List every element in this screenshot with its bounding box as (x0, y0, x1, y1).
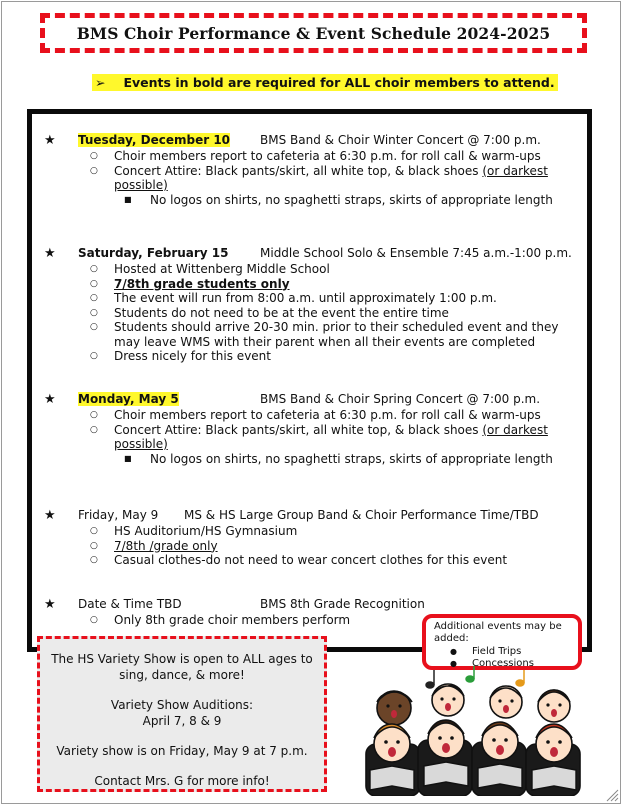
list-item: ● Concessions (434, 658, 570, 670)
list-item: ○ 7/8th /grade only (44, 539, 584, 554)
star-icon: ★ (44, 508, 56, 523)
variety-audition-dates: April 7, 8 & 9 (142, 714, 222, 728)
list-item: ○ The event will run from 8:00 a.m. until approximately 1:00 p.m. (44, 291, 584, 306)
event-description: BMS Band & Choir Winter Concert @ 7:00 p.m. (260, 133, 541, 147)
variety-contact: Contact Mrs. G for more info! (94, 774, 270, 788)
variety-auditions: Variety Show Auditions: April 7, 8 & 9 (110, 698, 254, 728)
choir-singers-illustration (356, 666, 602, 796)
star-icon: ★ (44, 246, 56, 261)
list-item: ○ Concert Attire: Black pants/skirt, all white top, & black shoes (or darkest possible) (44, 423, 584, 452)
list-item: ○ Only 8th grade choir members perform (44, 613, 584, 628)
title-banner (40, 13, 587, 53)
event-date: Monday, May 5 (78, 392, 179, 406)
list-item: ○ Casual clothes-do not need to wear concert clothes for this event (44, 553, 584, 568)
variety-intro: The HS Variety Show is open to ALL ages to sing, dance, & more! (51, 652, 313, 682)
additional-heading: Additional events may be added: (434, 621, 562, 644)
event-description: MS & HS Large Group Band & Choir Performance Time/TBD (184, 508, 539, 522)
required-note (92, 74, 558, 91)
star-icon: ★ (44, 597, 56, 612)
attire-note: (or darkest possible) (114, 422, 548, 451)
event-description: Middle School Solo & Ensemble 7:45 a.m.-1:00 p.m. (260, 246, 572, 260)
additional-events-box (422, 614, 582, 670)
event-description: BMS Band & Choir Spring Concert @ 7:00 p.m. (260, 392, 541, 406)
event-date: Tuesday, December 10 (78, 133, 231, 147)
list-item: ○ Choir members report to cafeteria at 6:30 p.m. for roll call & warm-ups (44, 149, 584, 164)
sub-list-item: ■ No logos on shirts, no spaghetti straps, skirts of appropriate length (44, 452, 584, 467)
star-icon: ★ (44, 133, 56, 148)
event-date: Date & Time TBD (78, 597, 182, 611)
arrow-icon: ➢ (95, 75, 106, 90)
event-description: BMS 8th Grade Recognition (260, 597, 425, 611)
page-title: BMS Choir Performance & Event Schedule 2024-2025 (76, 23, 551, 43)
list-item: ○ HS Auditorium/HS Gymnasium (44, 524, 584, 539)
event-date: Friday, May 9 (78, 508, 159, 522)
list-item: ○ 7/8th grade students only (44, 277, 584, 292)
event-date: Saturday, February 15 (78, 246, 229, 260)
sub-list-item: ■ No logos on shirts, no spaghetti straps, skirts of appropriate length (44, 193, 584, 208)
list-item: ● Field Trips (434, 646, 570, 658)
schedule-box (27, 109, 592, 652)
attire-note: (or darkest possible) (114, 163, 548, 192)
list-item: ○ Students should arrive 20-30 min. prior to their scheduled event and they may leave WMS with their parent when all their events are completed (44, 320, 584, 349)
list-item: ○ Hosted at Wittenberg Middle School (44, 262, 584, 277)
event-solo-ensemble (44, 246, 584, 364)
resize-corner-icon (605, 788, 619, 802)
variety-date: Variety show is on Friday, May 9 at 7 p.m. (56, 744, 308, 758)
required-note-text: Events in bold are required for ALL choir members to attend. (123, 75, 555, 90)
list-item: ○ Students do not need to be at the event the entire time (44, 306, 584, 321)
list-item: ○ Concert Attire: Black pants/skirt, all white top, & black shoes (or darkest possible) (44, 164, 584, 193)
event-large-group (44, 508, 584, 568)
list-item: ○ Dress nicely for this event (44, 349, 584, 364)
list-item: ○ Choir members report to cafeteria at 6:30 p.m. for roll call & warm-ups (44, 408, 584, 423)
event-winter-concert (44, 133, 584, 207)
event-spring-concert (44, 392, 584, 466)
star-icon: ★ (44, 392, 56, 407)
variety-show-box (37, 636, 327, 792)
